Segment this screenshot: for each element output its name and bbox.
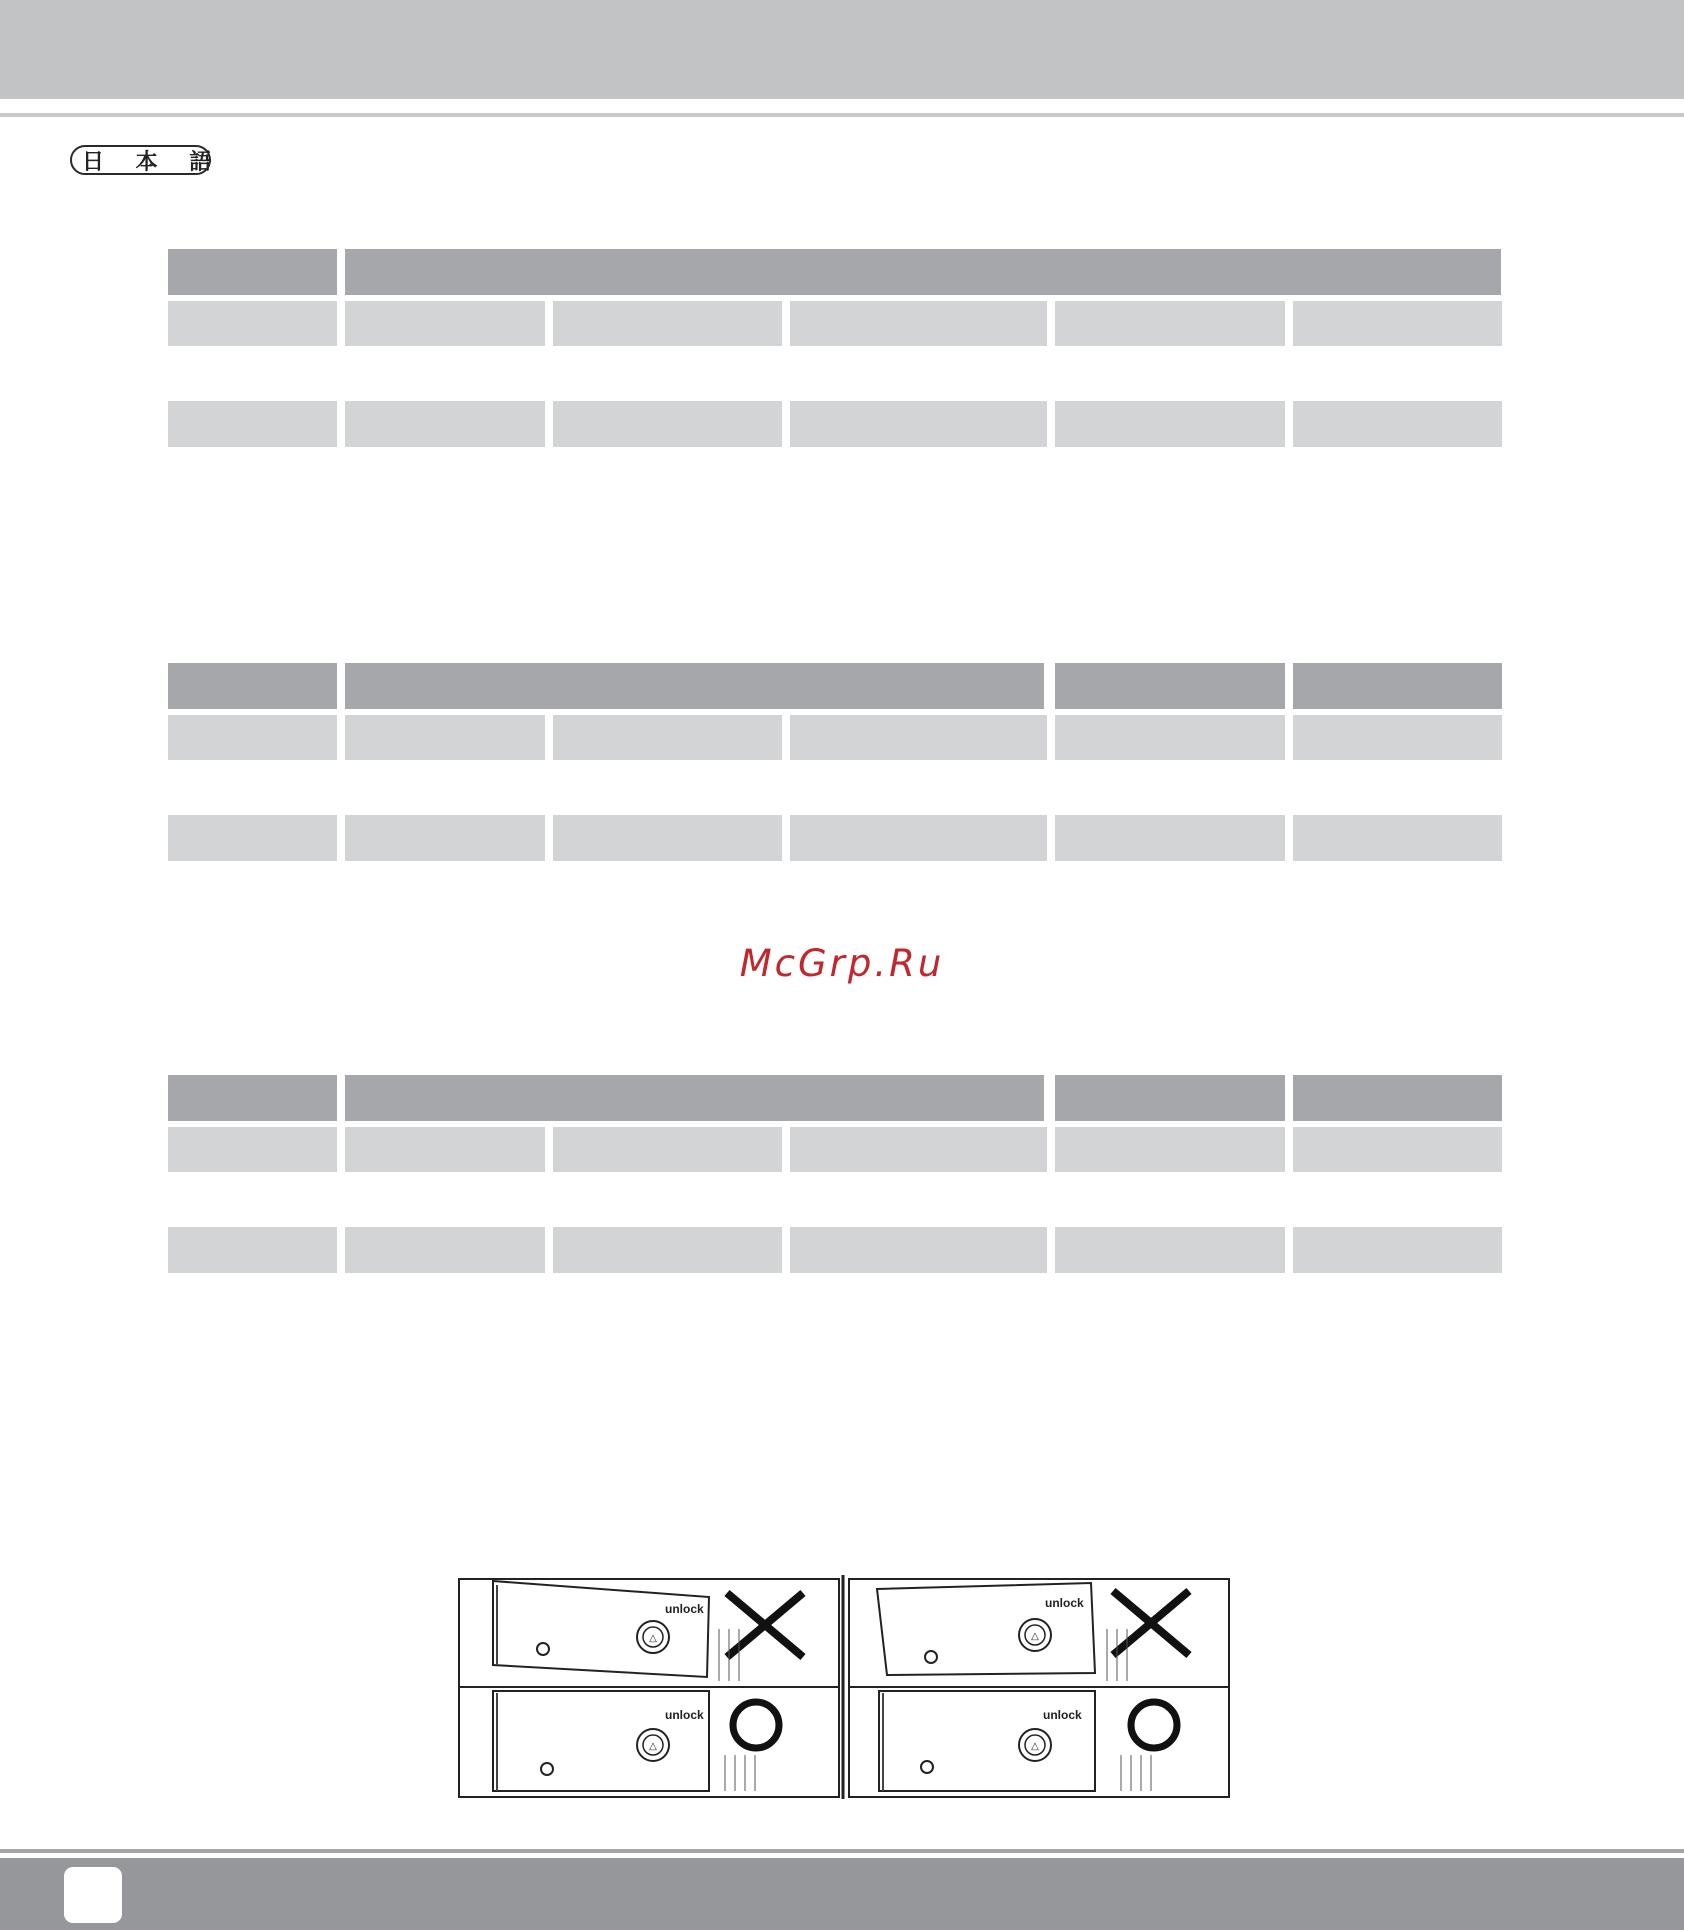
table-cell <box>345 1227 545 1273</box>
tray-correct-right <box>879 1691 1177 1791</box>
table-cell <box>553 1227 782 1273</box>
table-cell <box>1055 301 1285 346</box>
table-cell <box>790 1227 1047 1273</box>
table-cell <box>1293 1227 1502 1273</box>
table-cell <box>345 1127 545 1172</box>
table-cell <box>790 815 1047 861</box>
table-cell <box>553 715 782 760</box>
table-cell <box>1055 1127 1285 1172</box>
watermark: McGrp.Ru <box>739 942 945 985</box>
language-badge: 日 本 語 <box>70 145 211 175</box>
tray-misaligned-right <box>877 1583 1189 1681</box>
circle-mark <box>733 1702 779 1748</box>
svg-text:△: △ <box>1031 1741 1039 1752</box>
table-cell <box>345 401 545 447</box>
table-cell <box>345 815 545 861</box>
table-header-cell <box>168 1075 337 1121</box>
table-cell <box>553 401 782 447</box>
unlock-label: unlock <box>1045 1596 1084 1610</box>
header-rule <box>0 113 1684 117</box>
footer-rule <box>0 1849 1684 1853</box>
table-header-cell <box>168 249 337 295</box>
tray-correct-left <box>493 1691 779 1791</box>
table-header-cell <box>1055 1075 1285 1121</box>
tray-misaligned-left <box>493 1581 803 1681</box>
table-cell <box>553 815 782 861</box>
table-header-cell <box>345 663 1044 709</box>
table-cell <box>1055 401 1285 447</box>
svg-text:△: △ <box>1031 1631 1039 1642</box>
table-cell <box>345 301 545 346</box>
table-cell <box>1293 715 1502 760</box>
footer-band <box>0 1858 1684 1930</box>
table-cell <box>790 715 1047 760</box>
table-cell <box>1293 815 1502 861</box>
table-cell <box>168 301 337 346</box>
table-cell <box>790 401 1047 447</box>
table-cell <box>345 715 545 760</box>
table-cell <box>790 1127 1047 1172</box>
table-header-cell <box>1293 663 1502 709</box>
table-cell <box>1055 715 1285 760</box>
table-cell <box>1293 301 1502 346</box>
table-header-cell <box>1055 663 1285 709</box>
table-header-cell <box>345 249 1501 295</box>
unlock-label: unlock <box>1043 1708 1082 1722</box>
table-cell <box>1055 1227 1285 1273</box>
svg-text:△: △ <box>649 1633 657 1644</box>
table-cell <box>553 301 782 346</box>
table-cell <box>168 1127 337 1172</box>
table-cell <box>168 715 337 760</box>
table-header-cell <box>345 1075 1044 1121</box>
svg-text:△: △ <box>649 1741 657 1752</box>
table-cell <box>168 401 337 447</box>
circle-mark <box>1131 1702 1177 1748</box>
drive-installation-figure <box>457 1569 1231 1801</box>
table-cell <box>168 815 337 861</box>
table-cell <box>1293 401 1502 447</box>
table-cell <box>790 301 1047 346</box>
table-header-cell <box>1293 1075 1502 1121</box>
table-header-cell <box>168 663 337 709</box>
unlock-label: unlock <box>665 1708 704 1722</box>
table-cell <box>1293 1127 1502 1172</box>
table-cell <box>1055 815 1285 861</box>
header-band <box>0 0 1684 99</box>
table-cell <box>553 1127 782 1172</box>
table-cell <box>168 1227 337 1273</box>
unlock-label: unlock <box>665 1602 704 1616</box>
page-number-box <box>64 1867 122 1923</box>
